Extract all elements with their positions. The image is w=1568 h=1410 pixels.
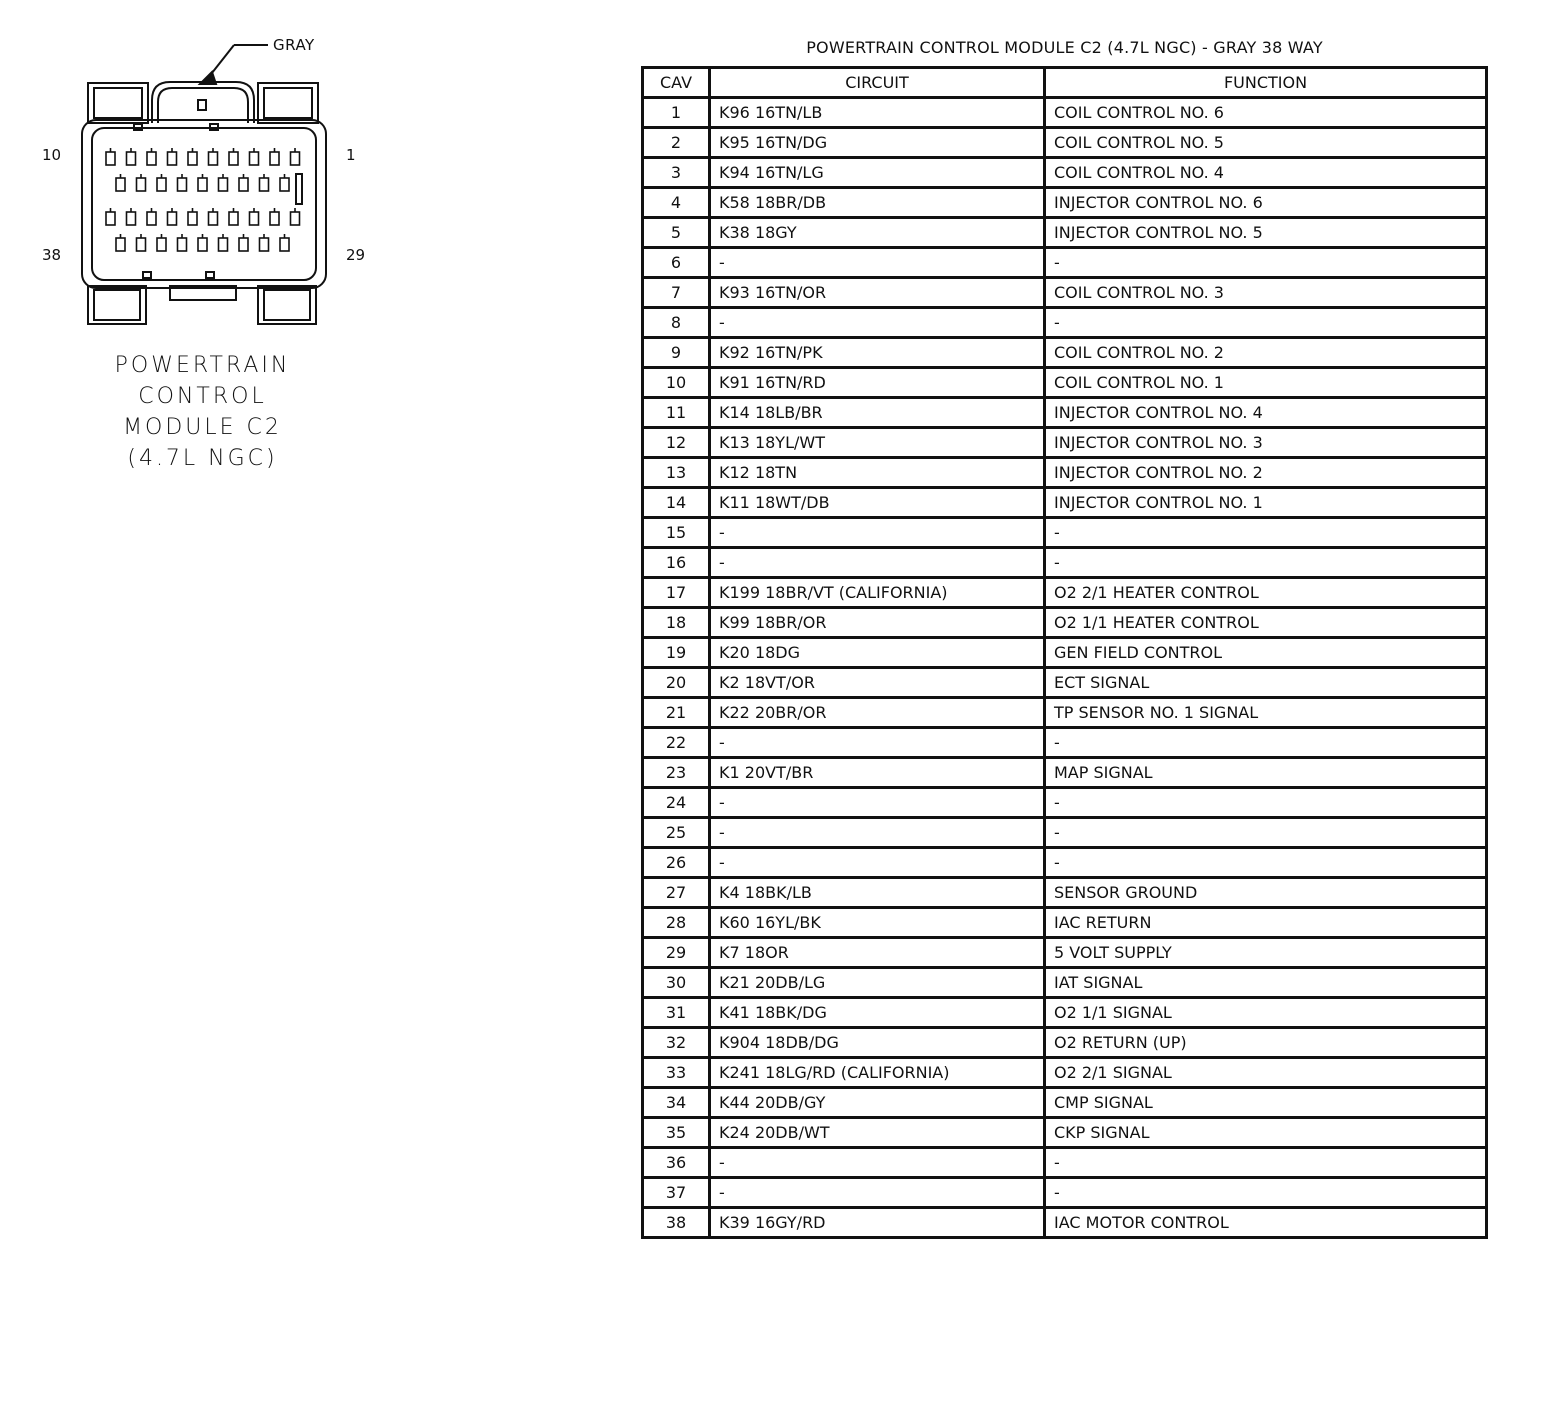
table-row	[643, 668, 1487, 698]
header-cav: CAV	[643, 68, 710, 98]
function-cell: COIL CONTROL NO. 6	[1045, 98, 1487, 128]
circuit-cell: -	[710, 728, 1045, 758]
connector-pin	[116, 238, 125, 251]
table-row	[643, 548, 1487, 578]
table-row	[643, 338, 1487, 368]
function-cell: -	[1045, 548, 1487, 578]
connector-pin	[280, 238, 289, 251]
function-cell: -	[1045, 728, 1487, 758]
cav-cell: 8	[643, 308, 710, 338]
table-row	[643, 818, 1487, 848]
circuit-cell: K7 18OR	[710, 938, 1045, 968]
connector-pin	[188, 152, 197, 165]
circuit-cell: K41 18BK/DG	[710, 998, 1045, 1028]
table-row	[643, 1088, 1487, 1118]
table-row	[643, 398, 1487, 428]
circuit-cell: K92 16TN/PK	[710, 338, 1045, 368]
table-row	[643, 758, 1487, 788]
cav-cell: 6	[643, 248, 710, 278]
connector-pin	[178, 238, 187, 251]
connector-pin	[209, 152, 218, 165]
connector-pin	[168, 152, 177, 165]
cav-cell: 36	[643, 1148, 710, 1178]
circuit-cell: K21 20DB/LG	[710, 968, 1045, 998]
header-circuit: CIRCUIT	[710, 68, 1045, 98]
circuit-cell: K2 18VT/OR	[710, 668, 1045, 698]
function-cell: INJECTOR CONTROL NO. 5	[1045, 218, 1487, 248]
cav-cell: 32	[643, 1028, 710, 1058]
caption-line-1: POWERTRAIN	[114, 353, 291, 378]
table-row	[643, 1148, 1487, 1178]
cav-cell: 29	[643, 938, 710, 968]
connector-pin	[127, 152, 136, 165]
function-cell: -	[1045, 248, 1487, 278]
function-cell: CMP SIGNAL	[1045, 1088, 1487, 1118]
connector-pin	[157, 178, 166, 191]
circuit-cell: -	[710, 518, 1045, 548]
function-cell: -	[1045, 1148, 1487, 1178]
cav-cell: 20	[643, 668, 710, 698]
circuit-cell: K241 18LG/RD (CALIFORNIA)	[710, 1058, 1045, 1088]
function-cell: -	[1045, 518, 1487, 548]
function-cell: COIL CONTROL NO. 5	[1045, 128, 1487, 158]
circuit-cell: K199 18BR/VT (CALIFORNIA)	[710, 578, 1045, 608]
connector-figure	[30, 28, 400, 488]
function-cell: 5 VOLT SUPPLY	[1045, 938, 1487, 968]
connector-pin	[239, 238, 248, 251]
caption-line-2: CONTROL	[138, 384, 267, 409]
circuit-cell: K95 16TN/DG	[710, 128, 1045, 158]
connector-pin	[270, 212, 279, 225]
cav-cell: 28	[643, 908, 710, 938]
connector-pin	[168, 212, 177, 225]
table-row	[643, 1208, 1487, 1238]
table-row	[643, 128, 1487, 158]
table-row	[643, 308, 1487, 338]
table-row	[643, 878, 1487, 908]
table-row	[643, 98, 1487, 128]
connector-pin	[137, 238, 146, 251]
table-row	[643, 998, 1487, 1028]
table-row	[643, 488, 1487, 518]
table-row	[643, 638, 1487, 668]
cav-cell: 33	[643, 1058, 710, 1088]
function-cell: -	[1045, 788, 1487, 818]
cav-cell: 13	[643, 458, 710, 488]
cav-cell: 11	[643, 398, 710, 428]
connector-pin	[229, 212, 238, 225]
cav-cell: 17	[643, 578, 710, 608]
cav-cell: 9	[643, 338, 710, 368]
circuit-cell: K11 18WT/DB	[710, 488, 1045, 518]
connector-pin	[291, 152, 300, 165]
connector-pin	[188, 212, 197, 225]
cav-cell: 37	[643, 1178, 710, 1208]
function-cell: IAC MOTOR CONTROL	[1045, 1208, 1487, 1238]
circuit-cell: -	[710, 788, 1045, 818]
connector-pin	[250, 212, 259, 225]
connector-pin	[280, 178, 289, 191]
cav-cell: 26	[643, 848, 710, 878]
table-row	[643, 278, 1487, 308]
cav-cell: 35	[643, 1118, 710, 1148]
function-cell: INJECTOR CONTROL NO. 2	[1045, 458, 1487, 488]
cav-cell: 7	[643, 278, 710, 308]
connector-caption	[90, 350, 315, 474]
circuit-cell: -	[710, 548, 1045, 578]
table-row	[643, 218, 1487, 248]
circuit-cell: K94 16TN/LG	[710, 158, 1045, 188]
cav-cell: 5	[643, 218, 710, 248]
table-title: POWERTRAIN CONTROL MODULE C2 (4.7L NGC) - GRAY 38 WAY	[806, 38, 1323, 57]
connector-pin	[250, 152, 259, 165]
cav-cell: 19	[643, 638, 710, 668]
function-cell: SENSOR GROUND	[1045, 878, 1487, 908]
connector-pin	[147, 212, 156, 225]
table-row	[643, 788, 1487, 818]
connector-drawing	[30, 28, 400, 338]
function-cell: ECT SIGNAL	[1045, 668, 1487, 698]
function-cell: -	[1045, 308, 1487, 338]
table-row	[643, 1178, 1487, 1208]
table-row	[643, 908, 1487, 938]
table-row	[643, 608, 1487, 638]
caption-line-3: MODULE C2	[123, 415, 282, 440]
circuit-cell: K38 18GY	[710, 218, 1045, 248]
cav-cell: 1	[643, 98, 710, 128]
circuit-cell: K99 18BR/OR	[710, 608, 1045, 638]
cav-cell: 31	[643, 998, 710, 1028]
function-cell: O2 1/1 SIGNAL	[1045, 998, 1487, 1028]
table-row	[643, 848, 1487, 878]
connector-pin	[291, 212, 300, 225]
function-cell: COIL CONTROL NO. 2	[1045, 338, 1487, 368]
function-cell: IAT SIGNAL	[1045, 968, 1487, 998]
circuit-cell: K93 16TN/OR	[710, 278, 1045, 308]
circuit-cell: -	[710, 248, 1045, 278]
function-cell: TP SENSOR NO. 1 SIGNAL	[1045, 698, 1487, 728]
pinout-table-body	[643, 98, 1487, 1238]
function-cell: O2 1/1 HEATER CONTROL	[1045, 608, 1487, 638]
pin-label-29: 29	[346, 246, 366, 264]
pinout-table	[641, 66, 1488, 1239]
connector-pin	[106, 152, 115, 165]
table-row	[643, 1058, 1487, 1088]
table-row	[643, 1118, 1487, 1148]
function-cell: COIL CONTROL NO. 1	[1045, 368, 1487, 398]
function-cell: O2 RETURN (UP)	[1045, 1028, 1487, 1058]
circuit-cell: K904 18DB/DG	[710, 1028, 1045, 1058]
table-row	[643, 578, 1487, 608]
cav-cell: 3	[643, 158, 710, 188]
pin-label-1: 1	[346, 146, 356, 164]
function-cell: INJECTOR CONTROL NO. 1	[1045, 488, 1487, 518]
circuit-cell: -	[710, 1178, 1045, 1208]
function-cell: O2 2/1 HEATER CONTROL	[1045, 578, 1487, 608]
circuit-cell: -	[710, 848, 1045, 878]
pin-label-10: 10	[42, 146, 62, 164]
connector-pin	[178, 178, 187, 191]
circuit-cell: K39 16GY/RD	[710, 1208, 1045, 1238]
function-cell: -	[1045, 818, 1487, 848]
circuit-cell: -	[710, 818, 1045, 848]
function-cell: CKP SIGNAL	[1045, 1118, 1487, 1148]
table-row	[643, 518, 1487, 548]
table-row	[643, 698, 1487, 728]
connector-pin	[239, 178, 248, 191]
cav-cell: 23	[643, 758, 710, 788]
table-row	[643, 368, 1487, 398]
circuit-cell: K96 16TN/LB	[710, 98, 1045, 128]
table-row	[643, 158, 1487, 188]
pin-grid	[106, 148, 300, 251]
cav-cell: 21	[643, 698, 710, 728]
table-row	[643, 1028, 1487, 1058]
connector-pin	[198, 238, 207, 251]
function-cell: COIL CONTROL NO. 3	[1045, 278, 1487, 308]
cav-cell: 24	[643, 788, 710, 818]
connector-pin	[106, 212, 115, 225]
circuit-cell: K58 18BR/DB	[710, 188, 1045, 218]
cav-cell: 30	[643, 968, 710, 998]
circuit-cell: K14 18LB/BR	[710, 398, 1045, 428]
function-cell: -	[1045, 1178, 1487, 1208]
function-cell: IAC RETURN	[1045, 908, 1487, 938]
cav-cell: 38	[643, 1208, 710, 1238]
function-cell: O2 2/1 SIGNAL	[1045, 1058, 1487, 1088]
cav-cell: 12	[643, 428, 710, 458]
connector-pin	[147, 152, 156, 165]
connector-pin	[198, 178, 207, 191]
circuit-cell: K91 16TN/RD	[710, 368, 1045, 398]
function-cell: INJECTOR CONTROL NO. 6	[1045, 188, 1487, 218]
connector-pin	[219, 178, 228, 191]
cav-cell: 10	[643, 368, 710, 398]
cav-cell: 25	[643, 818, 710, 848]
header-function: FUNCTION	[1045, 68, 1487, 98]
cav-cell: 18	[643, 608, 710, 638]
circuit-cell: K12 18TN	[710, 458, 1045, 488]
connector-pin	[209, 212, 218, 225]
cav-cell: 15	[643, 518, 710, 548]
cav-cell: 34	[643, 1088, 710, 1118]
gray-color-label: GRAY	[273, 36, 315, 54]
table-row	[643, 968, 1487, 998]
function-cell: MAP SIGNAL	[1045, 758, 1487, 788]
circuit-cell: K1 20VT/BR	[710, 758, 1045, 788]
table-row	[643, 458, 1487, 488]
circuit-cell: -	[710, 1148, 1045, 1178]
connector-pin	[270, 152, 279, 165]
circuit-cell: K13 18YL/WT	[710, 428, 1045, 458]
circuit-cell: -	[710, 308, 1045, 338]
cav-cell: 14	[643, 488, 710, 518]
circuit-cell: K24 20DB/WT	[710, 1118, 1045, 1148]
function-cell: INJECTOR CONTROL NO. 3	[1045, 428, 1487, 458]
circuit-cell: K44 20DB/GY	[710, 1088, 1045, 1118]
connector-pin	[260, 178, 269, 191]
connector-pin	[260, 238, 269, 251]
table-row	[643, 428, 1487, 458]
circuit-cell: K4 18BK/LB	[710, 878, 1045, 908]
cav-cell: 2	[643, 128, 710, 158]
caption-line-4: (4.7L NGC)	[127, 446, 278, 471]
connector-pin	[116, 178, 125, 191]
function-cell: INJECTOR CONTROL NO. 4	[1045, 398, 1487, 428]
pin-label-38: 38	[42, 246, 62, 264]
connector-pin	[157, 238, 166, 251]
table-row	[643, 248, 1487, 278]
connector-pin	[137, 178, 146, 191]
function-cell: GEN FIELD CONTROL	[1045, 638, 1487, 668]
connector-pin	[229, 152, 238, 165]
function-cell: COIL CONTROL NO. 4	[1045, 158, 1487, 188]
cav-cell: 4	[643, 188, 710, 218]
table-header-row	[643, 68, 1487, 98]
cav-cell: 27	[643, 878, 710, 908]
circuit-cell: K20 18DG	[710, 638, 1045, 668]
table-row	[643, 728, 1487, 758]
connector-pin	[127, 212, 136, 225]
circuit-cell: K60 16YL/BK	[710, 908, 1045, 938]
connector-pin	[219, 238, 228, 251]
function-cell: -	[1045, 848, 1487, 878]
circuit-cell: K22 20BR/OR	[710, 698, 1045, 728]
table-row	[643, 188, 1487, 218]
cav-cell: 16	[643, 548, 710, 578]
cav-cell: 22	[643, 728, 710, 758]
table-row	[643, 938, 1487, 968]
